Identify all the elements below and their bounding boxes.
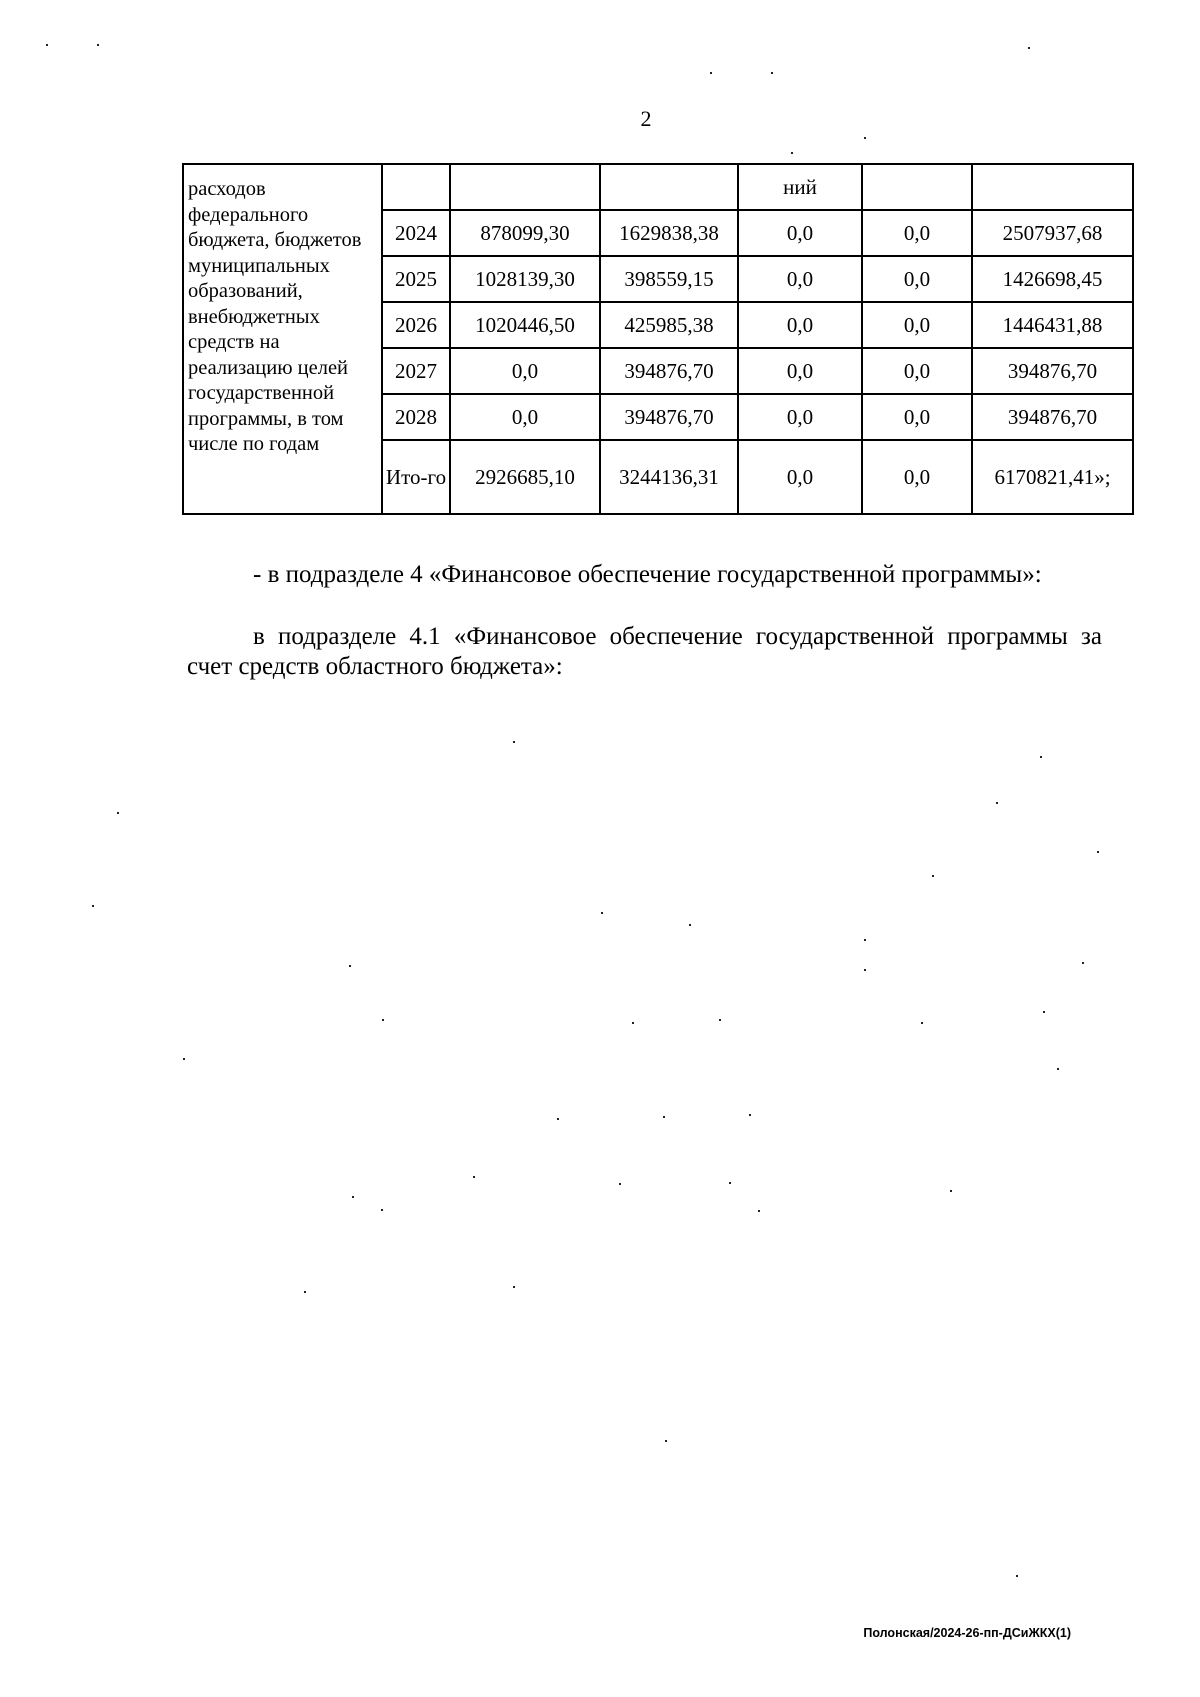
scan-speck xyxy=(1082,962,1084,964)
scan-speck xyxy=(92,905,94,907)
value-cell: 1028139,30 xyxy=(450,256,600,302)
scan-speck xyxy=(1016,1575,1018,1577)
scan-speck xyxy=(46,44,48,46)
total-cell: 1426698,45 xyxy=(972,256,1133,302)
scan-speck xyxy=(689,924,691,926)
scan-speck xyxy=(1097,851,1099,853)
scan-speck xyxy=(304,1291,306,1293)
value-cell: 425985,38 xyxy=(600,302,738,348)
value-cell: 0,0 xyxy=(738,302,862,348)
scan-speck xyxy=(97,44,99,46)
scan-speck xyxy=(1043,1011,1045,1013)
year-cell: 2028 xyxy=(382,394,450,440)
total-cell: 2507937,68 xyxy=(972,210,1133,256)
value-cell: 3244136,31 xyxy=(600,440,738,514)
financing-table xyxy=(182,163,1134,515)
row-description: расходов федерального бюджета, бюджетов муниципальных образований, внебюджетных средств на реализацию целей государственной программы, в том числе по годам xyxy=(183,164,382,514)
year-cell: Ито-го xyxy=(382,440,450,514)
year-cell: 2027 xyxy=(382,348,450,394)
value-cell: 0,0 xyxy=(862,440,972,514)
scan-speck xyxy=(1028,47,1030,49)
scan-speck xyxy=(864,939,866,941)
scan-speck xyxy=(932,875,934,877)
scan-speck xyxy=(663,1116,665,1118)
scan-speck xyxy=(557,1118,559,1120)
value-cell: 0,0 xyxy=(450,348,600,394)
year-cell: 2025 xyxy=(382,256,450,302)
scan-speck xyxy=(710,72,712,74)
value-cell: 0,0 xyxy=(738,394,862,440)
scan-speck xyxy=(791,152,793,154)
value-cell: 0,0 xyxy=(862,302,972,348)
scan-speck xyxy=(771,72,773,74)
scan-speck xyxy=(665,1440,667,1442)
page-number: 2 xyxy=(640,106,652,131)
value-cell: 0,0 xyxy=(738,210,862,256)
year-cell: 2024 xyxy=(382,210,450,256)
value-cell: 0,0 xyxy=(450,394,600,440)
value-cell: 2926685,10 xyxy=(450,440,600,514)
value-cell: 0,0 xyxy=(738,440,862,514)
scan-speck xyxy=(513,1286,515,1288)
value-cell: 0,0 xyxy=(862,256,972,302)
scan-speck xyxy=(382,1019,384,1021)
value-cell: 1629838,38 xyxy=(600,210,738,256)
scan-speck xyxy=(513,741,515,743)
scan-speck xyxy=(349,965,351,967)
total-cell: 6170821,41»; xyxy=(972,440,1133,514)
value-cell: 0,0 xyxy=(862,210,972,256)
document-footer-code: Полонская/2024-26-пп-ДСиЖКХ(1) xyxy=(863,1626,1071,1640)
scan-speck xyxy=(950,1190,952,1192)
scan-speck xyxy=(729,1182,731,1184)
table-header-row xyxy=(183,164,1133,210)
total-cell: 394876,70 xyxy=(972,394,1133,440)
scan-speck xyxy=(632,1022,634,1024)
scan-speck xyxy=(996,802,998,804)
value-cell: 1020446,50 xyxy=(450,302,600,348)
scan-speck xyxy=(381,1209,383,1211)
scan-speck xyxy=(117,812,119,814)
value-cell: 0,0 xyxy=(738,348,862,394)
year-cell: 2026 xyxy=(382,302,450,348)
paragraph-subsection-4: - в подразделе 4 «Финансовое обеспечение государственной программы»: xyxy=(253,561,1042,588)
value-cell: 394876,70 xyxy=(600,394,738,440)
paragraph-subsection-4-1: в подразделе 4.1 «Финансовое обеспечение государственной программы за счет средств областного бюджета»: xyxy=(187,623,1102,680)
scan-speck xyxy=(864,137,866,139)
total-cell: 394876,70 xyxy=(972,348,1133,394)
scan-speck xyxy=(1057,1068,1059,1070)
scan-speck xyxy=(601,912,603,914)
value-cell: 398559,15 xyxy=(600,256,738,302)
scan-speck xyxy=(749,1114,751,1116)
scan-speck xyxy=(183,1058,185,1060)
scan-speck xyxy=(719,1019,721,1021)
value-cell: 0,0 xyxy=(862,348,972,394)
total-cell: 1446431,88 xyxy=(972,302,1133,348)
scan-speck xyxy=(758,1210,760,1212)
scan-speck xyxy=(921,1022,923,1024)
scan-speck xyxy=(619,1183,621,1185)
scan-speck xyxy=(473,1176,475,1178)
header-fragment: ний xyxy=(738,164,862,210)
value-cell: 0,0 xyxy=(738,256,862,302)
scan-speck xyxy=(1040,756,1042,758)
value-cell: 394876,70 xyxy=(600,348,738,394)
scan-speck xyxy=(864,969,866,971)
value-cell: 0,0 xyxy=(862,394,972,440)
scan-speck xyxy=(352,1196,354,1198)
value-cell: 878099,30 xyxy=(450,210,600,256)
